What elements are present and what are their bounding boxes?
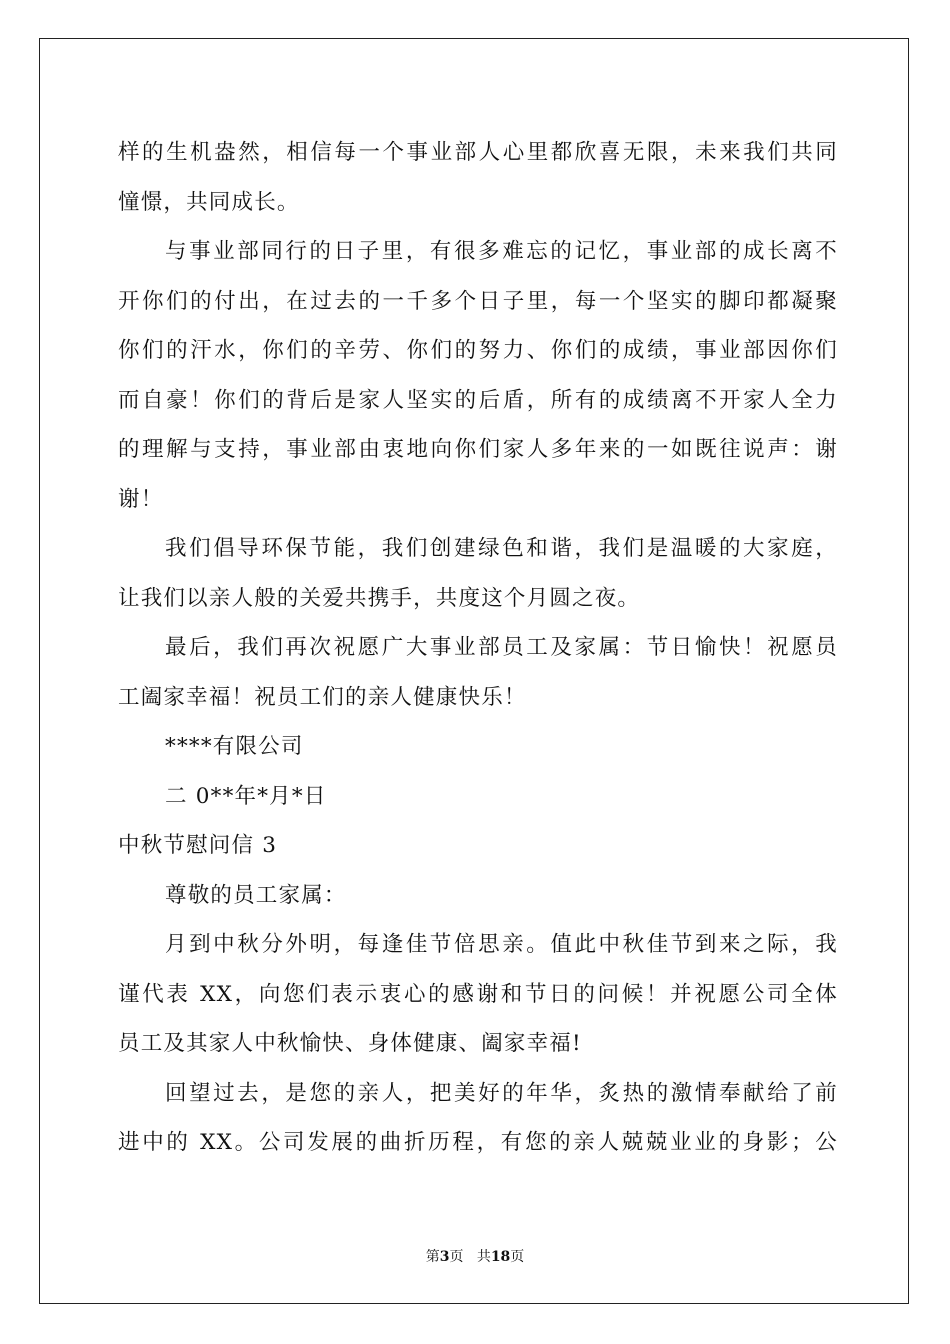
text-line: 开你们的付出，在过去的一千多个日子里，每一个坚实的脚印都凝聚 <box>118 288 838 314</box>
footer-total-prefix: 共 <box>476 1249 491 1265</box>
text-line: 的理解与支持，事业部由衷地向你们家人多年来的一如既往说声：谢 <box>118 437 838 462</box>
text-line: 谨代表 XX，向您们表示衷心的感谢和节日的问候！并祝愿公司全体 <box>118 981 838 1007</box>
text-line: 而自豪！你们的背后是家人坚实的后盾，所有的成绩离不开家人全力 <box>118 387 838 413</box>
text-line: 员工及其家人中秋愉快、身体健康、阖家幸福! <box>118 1031 582 1056</box>
page-number: 3 <box>439 1249 450 1265</box>
text-line: 月到中秋分外明，每逢佳节倍思亲。值此中秋佳节到来之际，我 <box>165 932 838 957</box>
text-line: 我们倡导环保节能，我们创建绿色和谐，我们是温暖的大家庭， <box>165 536 838 561</box>
text-line: 你们的汗水，你们的辛劳、你们的努力、你们的成绩，事业部因你们 <box>118 338 838 363</box>
page-footer <box>0 1246 950 1266</box>
text-line: 回望过去，是您的亲人，把美好的年华，炙热的激情奉献给了前 <box>165 1080 838 1106</box>
salutation: 尊敬的员工家属： <box>165 882 347 908</box>
document-body <box>118 128 838 1168</box>
signature-date: 二 0**年*月*日 <box>165 783 327 809</box>
text-line: 憧憬，共同成长。 <box>118 189 300 215</box>
footer-page-suffix: 页 <box>449 1249 464 1265</box>
text-line: 让我们以亲人般的关爱共携手，共度这个月圆之夜。 <box>118 585 641 611</box>
text-line: 最后，我们再次祝愿广大事业部员工及家属：节日愉快！祝愿员 <box>165 635 838 660</box>
text-line: 工阖家幸福！祝员工们的亲人健康快乐！ <box>118 684 527 710</box>
company-signature: ****有限公司 <box>165 734 304 759</box>
text-line: 谢！ <box>118 486 164 512</box>
text-line: 样的生机盎然，相信每一个事业部人心里都欣喜无限，未来我们共同 <box>118 140 838 165</box>
text-line: 与事业部同行的日子里，有很多难忘的记忆，事业部的成长离不 <box>165 239 838 264</box>
section-title: 中秋节慰问信 3 <box>118 833 278 858</box>
footer-prefix: 第 <box>425 1249 440 1265</box>
text-line: 进中的 XX。公司发展的曲折历程，有您的亲人兢兢业业的身影；公 <box>118 1130 838 1155</box>
footer-total-suffix: 页 <box>510 1249 525 1265</box>
total-pages: 18 <box>490 1249 511 1265</box>
